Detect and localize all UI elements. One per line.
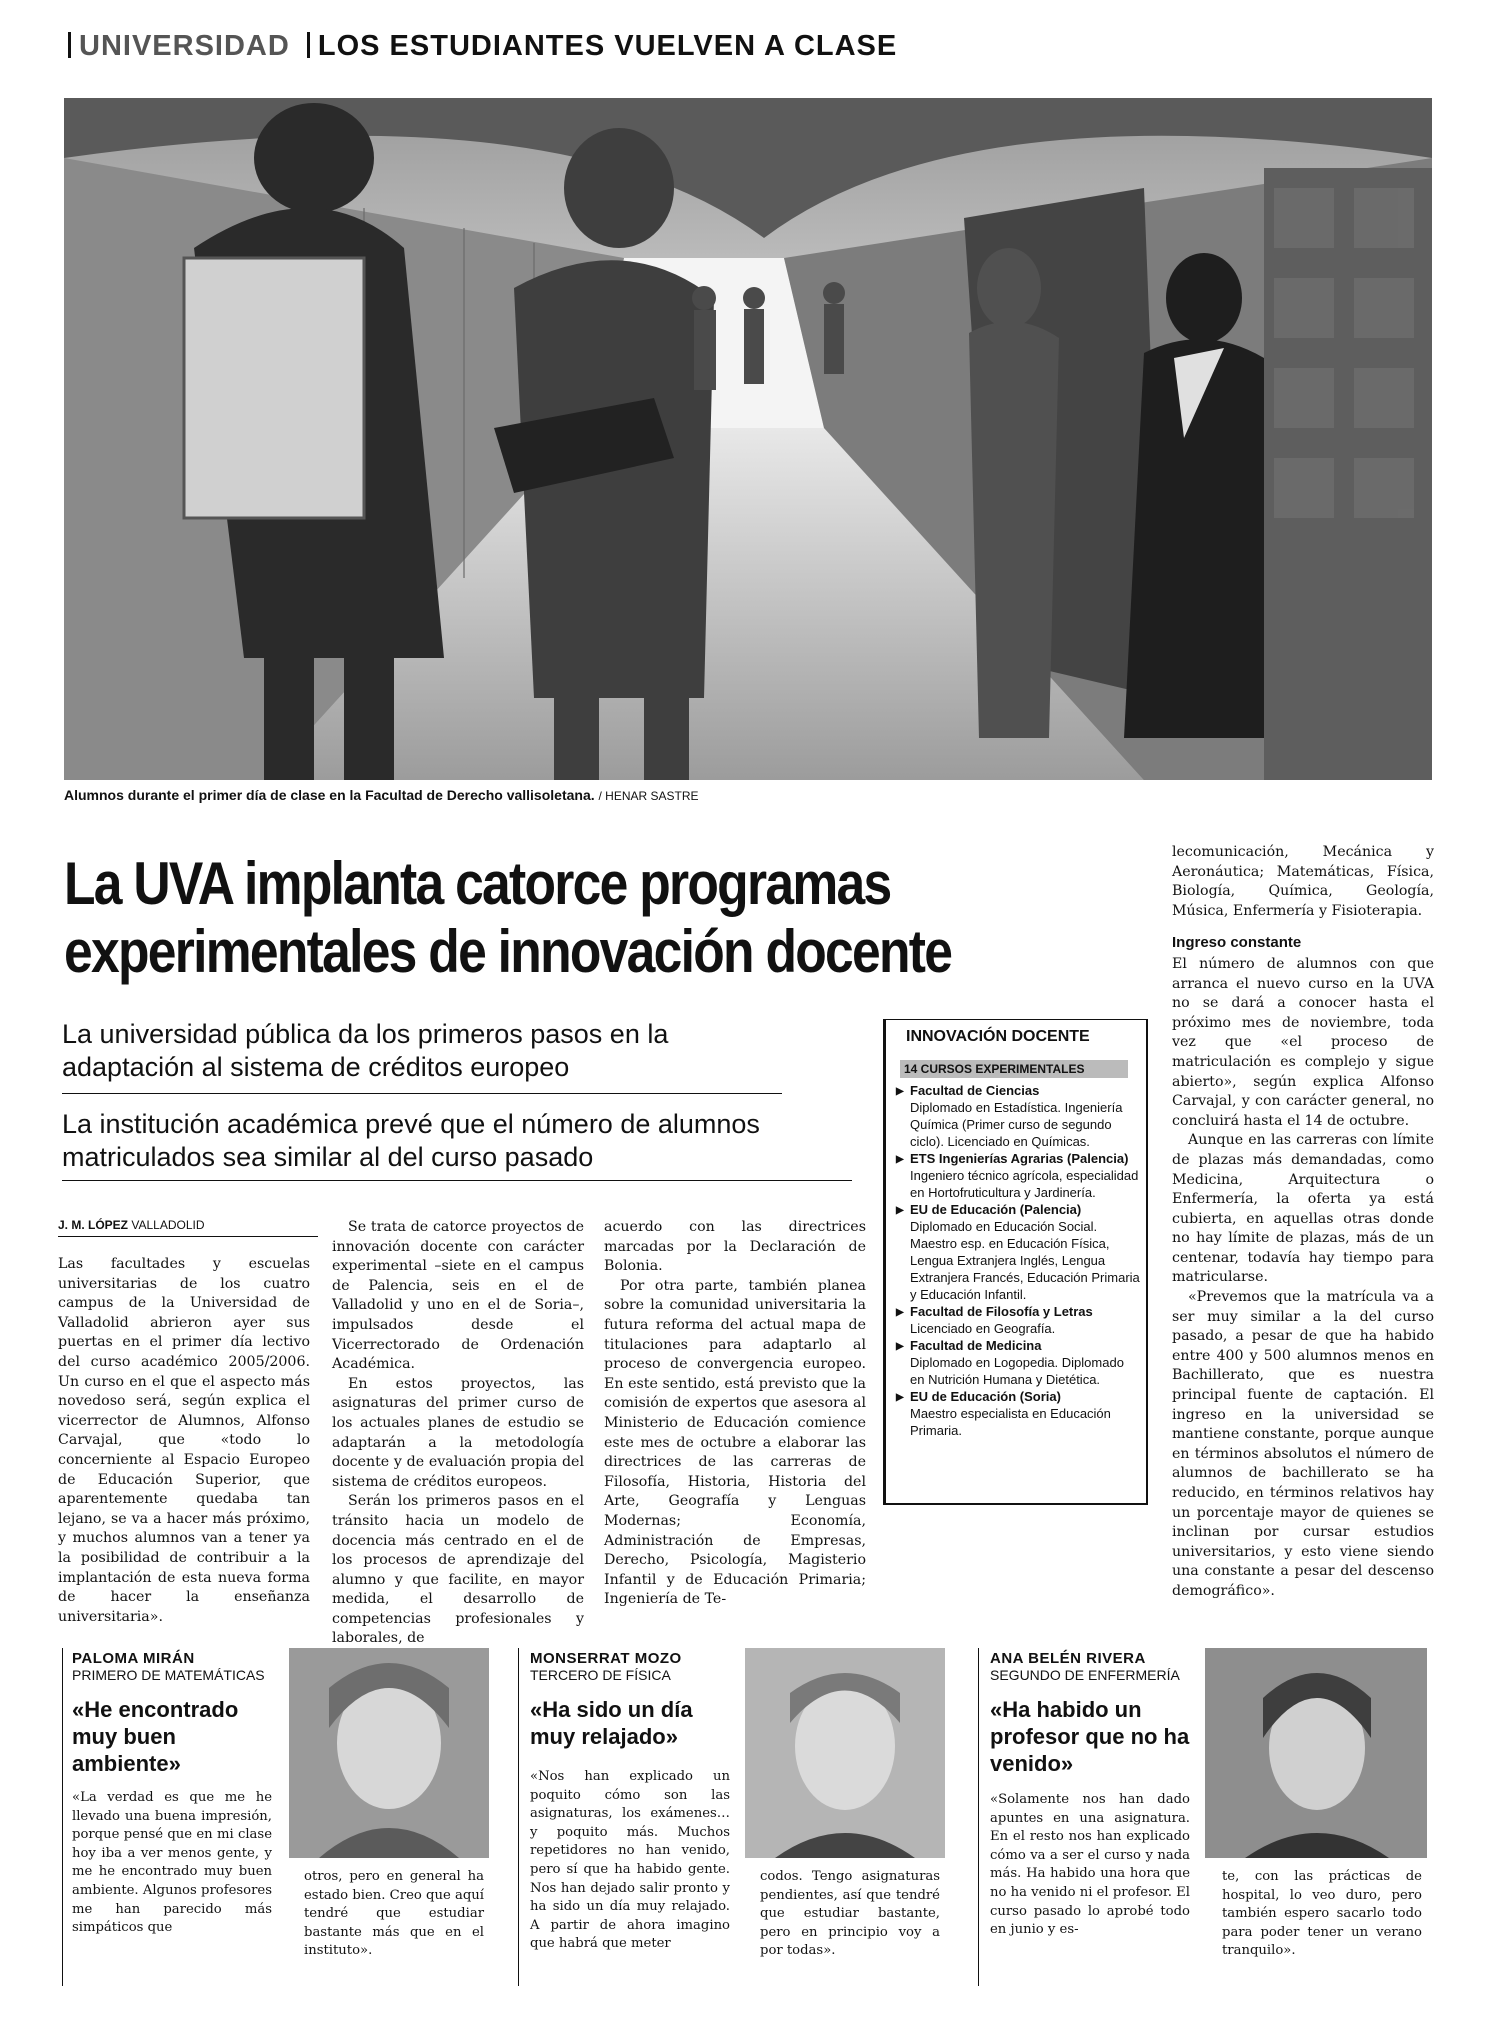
paragraph: lecomunicación, Mecánica y Aeronáutica; Matemáticas, Física, Biología, Química, Geología, Música, Enfermería y Fisioterapia. bbox=[1172, 844, 1434, 919]
interviewee-name: MONSERRAT MOZO bbox=[530, 1650, 682, 1667]
section-label: UNIVERSIDAD bbox=[79, 30, 290, 62]
sidebar-item-desc: Diplomado en Educación Social. Maestro esp. en Educación Física, Lengua Extranjera Inglés, Lengua Extranjera Francés, Educación Primaria y Educación Infantil. bbox=[910, 1219, 1140, 1302]
deck-2: La institución académica prevé que el número de alumnos matriculados sea similar al del curso pasado bbox=[62, 1109, 760, 1172]
interviewee-role: PRIMERO DE MATEMÁTICAS bbox=[72, 1667, 265, 1683]
portrait-photo bbox=[1205, 1648, 1427, 1858]
header-divider bbox=[307, 32, 310, 58]
interview-quote: «He encontrado muy buen ambiente» bbox=[72, 1697, 239, 1776]
headline bbox=[64, 850, 1001, 986]
body-column-4 bbox=[1172, 843, 1434, 1602]
interviewee-role: SEGUNDO DE ENFERMERÍA bbox=[990, 1667, 1180, 1683]
paragraph: «Prevemos que la matrícula va a ser muy similar a la del curso pasado, a pesar de que ha habido entre 400 y 500 alumnos menos en Bachillerato, que es nuestra principal fuente de captación. El ingreso en la universidad se mantiene constante, porque aunque en términos absolutos el número de alumnos de bachillerato se ha reducido, en términos relativos hay un porcentaje mayor de quienes se inclinan por cursar estudios universitarios, y esto viene siendo una constante a pesar del descenso demográfico». bbox=[1172, 1289, 1434, 1599]
interview-text: «Nos han explicado un poquito cómo son las asignaturas, los exámenes… y poquito más. Muchos repetidores no han venido, pero sí que ha habido gente. Nos han dejado salir pronto y ha sido un día muy relajado. A partir de ahora imagino que habrá que meter bbox=[530, 1769, 730, 1952]
byline bbox=[58, 1218, 205, 1232]
interview-quote: «Ha sido un día muy relajado» bbox=[530, 1697, 693, 1749]
headline-line-1: La UVA implanta catorce programas bbox=[64, 850, 891, 917]
sidebar-innovacion-docente bbox=[883, 1019, 1148, 1505]
interviewee-name: ANA BELÉN RIVERA bbox=[990, 1650, 1146, 1667]
photo-caption bbox=[64, 787, 1432, 803]
subheading: Ingreso constante bbox=[1172, 934, 1302, 952]
interviewee-name: PALOMA MIRÁN bbox=[72, 1650, 195, 1667]
interview-text-cont: otros, pero en general ha estado bien. Creo que aquí tendré que estudiar bastante más que en el instituto». bbox=[304, 1869, 484, 1959]
section-header bbox=[68, 30, 1068, 70]
interview-1 bbox=[72, 1650, 272, 1938]
interview-quote: «Ha habido un profesor que no ha venido» bbox=[990, 1697, 1190, 1776]
portrait-photo bbox=[745, 1648, 945, 1858]
main-photo bbox=[64, 98, 1432, 780]
caption-text: Alumnos durante el primer día de clase en la Facultad de Derecho vallisoletana. bbox=[64, 787, 595, 803]
interview-separator bbox=[978, 1648, 979, 1986]
sidebar-item-desc: Ingeniero técnico agrícola, especialidad en Hortofruticultura y Jardinería. bbox=[910, 1168, 1139, 1200]
sidebar-item-heading: ▶ ETS Ingenierías Agrarias (Palencia) bbox=[896, 1150, 1140, 1167]
deck-rule bbox=[62, 1093, 782, 1094]
byline-author: J. M. LÓPEZ bbox=[58, 1218, 129, 1232]
interview-text-cont: te, con las prácticas de hospital, lo veo duro, pero también espero sacarlo todo para poder tener un verano tranquilo». bbox=[1222, 1869, 1422, 1959]
sidebar-list bbox=[886, 1082, 1146, 1439]
body-column-1 bbox=[58, 1255, 310, 1627]
paragraph: Las facultades y escuelas universitarias de los cuatro campus de la Universidad de Valladolid abrieron ayer sus puertas en el primer día lectivo del curso académico 2005/2006. Un curso en el que el aspecto más novedoso será, según explica el vicerrector de Alumnos, Alfonso Carvajal, que «todo lo concerniente al Espacio Europeo de Educación Superior, que aparentemente quedaba tan lejano, se va a hacer más próximo, y muchos alumnos van a tener ya la posibilidad de contribuir a la implantación de esta nueva forma de hacer la enseñanza universitaria». bbox=[58, 1256, 310, 1625]
interview-text: «La verdad es que me he llevado una buena impresión, porque pensé que en mi clase hoy iba a ver menos gente, y me he encontrado muy buen ambiente. Algunos profesores me han parecido más simpáticos que bbox=[72, 1790, 272, 1936]
section-title: LOS ESTUDIANTES VUELVEN A CLASE bbox=[317, 30, 898, 62]
interview-text-cont: codos. Tengo asignaturas pendientes, así que tendré que estudiar bastante, pero en principio voy a por todas». bbox=[760, 1869, 940, 1959]
paragraph: En estos proyectos, las asignaturas del primer curso de los actuales planes de estudio se adaptarán a la metodología docente y de evaluación propia del sistema de créditos europeos. bbox=[332, 1375, 584, 1490]
photo-credit: / HENAR SASTRE bbox=[598, 789, 699, 803]
sidebar-item-heading: ▶ Facultad de Filosofía y Letras bbox=[896, 1303, 1140, 1320]
sidebar-item-desc: Maestro especialista en Educación Primaria. bbox=[910, 1406, 1111, 1438]
body-column-3 bbox=[604, 1218, 866, 1610]
paragraph: Se trata de catorce proyectos de innovación docente con carácter experimental –siete en el campus de Palencia, seis en el de Valladolid y uno en el de Soria–, impulsados desde el Vicerrectorado de Ordenación Académica. bbox=[332, 1219, 584, 1373]
paragraph: Por otra parte, también planea sobre la comunidad universitaria la futura reforma del actual mapa de titulaciones para adaptarlo al proceso de convergencia europeo. En este sentido, está previsto que la comisión de expertos que asesora al Ministerio de Educación comience este mes de octubre a elaborar las directrices de las carreras de Filosofía, Historia, Historia del Arte, Geografía y Lenguas Modernas; Economía, Administración de Empresas, Derecho, Psicología, Magisterio Infantil y de Educación Primaria; Ingeniería de Te- bbox=[604, 1277, 866, 1608]
hallway-photo bbox=[64, 98, 1432, 780]
paragraph: El número de alumnos con que arranca el nuevo curso en la UVA no se dará a conocer hasta el próximo mes de noviembre, toda vez que «el proceso de matriculación es complejo y sigue abierto», según explica Alfonso Carvajal, y con carácter general, no concluirá hasta el 14 de octubre. bbox=[1172, 955, 1434, 1129]
sidebar-item-heading: ▶ EU de Educación (Palencia) bbox=[896, 1201, 1140, 1218]
byline-place: VALLADOLID bbox=[131, 1218, 205, 1232]
sidebar-item-heading: ▶ Facultad de Medicina bbox=[896, 1337, 1140, 1354]
interview-separator bbox=[518, 1648, 519, 1986]
deck-1: La universidad pública da los primeros pasos en la adaptación al sistema de créditos europeo bbox=[62, 1019, 669, 1082]
sidebar-subtitle: 14 CURSOS EXPERIMENTALES bbox=[900, 1060, 1128, 1078]
interviewee-role: TERCERO DE FÍSICA bbox=[530, 1667, 671, 1683]
byline-rule bbox=[58, 1236, 318, 1237]
paragraph: Serán los primeros pasos en el tránsito hacia un modelo de docencia más centrado en el de los procesos de aprendizaje del alumno y que facilite, en mayor medida, el desarrollo de competencias profesionales y laborales, de bbox=[332, 1493, 584, 1647]
portrait-photo bbox=[289, 1648, 489, 1858]
paragraph: Aunque en las carreras con límite de plazas más demandadas, como Medicina, Arquitectura o Enfermería, la oferta ya está cubierta, en aquellas otras donde no hay límite de plazas, más de un centenar, todavía hay tiempo para matricularse. bbox=[1172, 1132, 1434, 1286]
sidebar-item-desc: Diplomado en Logopedia. Diplomado en Nutrición Humana y Dietética. bbox=[910, 1355, 1124, 1387]
interview-3 bbox=[990, 1650, 1190, 1940]
headline-line-2: experimentales de innovación docente bbox=[64, 918, 952, 985]
sidebar-item-desc: Licenciado en Geografía. bbox=[910, 1321, 1056, 1336]
interview-separator bbox=[62, 1648, 63, 1986]
deck-rule bbox=[62, 1180, 852, 1181]
body-column-2 bbox=[332, 1218, 584, 1649]
header-divider bbox=[68, 32, 71, 58]
sidebar-item-desc: Diplomado en Estadística. Ingeniería Química (Primer curso de segundo ciclo). Licenciado en Químicas. bbox=[910, 1100, 1123, 1149]
sidebar-title: INNOVACIÓN DOCENTE bbox=[906, 1028, 1090, 1045]
interview-text: «Solamente nos han dado apuntes en una asignatura. En el resto nos han explicado cómo va a ser el curso y nada más. Ha habido una hora que no ha venido ni el profesor. El curso pasado lo aprobé todo en junio y es- bbox=[990, 1792, 1190, 1938]
sidebar-item-heading: ▶ Facultad de Ciencias bbox=[896, 1082, 1140, 1099]
interview-2 bbox=[530, 1650, 730, 1954]
sidebar-item-heading: ▶ EU de Educación (Soria) bbox=[896, 1388, 1140, 1405]
paragraph: acuerdo con las directrices marcadas por la Declaración de Bolonia. bbox=[604, 1219, 866, 1275]
